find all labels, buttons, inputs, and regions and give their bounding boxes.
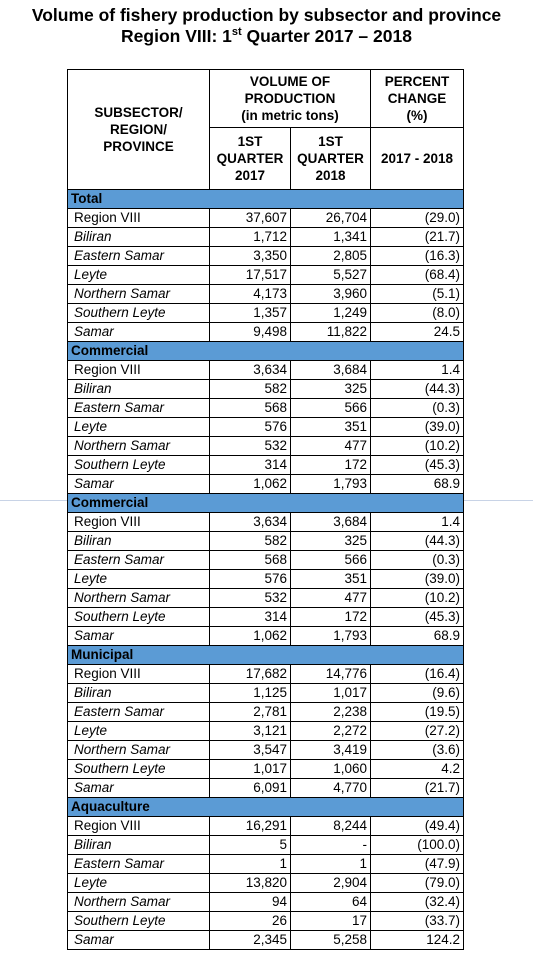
table-row [68,665,464,684]
volume-2018-cell: 3,960 [291,285,371,304]
section-header: Aquaculture [68,798,464,817]
section-header-row [68,342,464,361]
volume-2017-cell: 2,345 [210,931,291,950]
percent-change-cell: (29.0) [371,209,464,228]
percent-change-cell: (16.3) [371,247,464,266]
volume-2018-cell: 2,904 [291,874,371,893]
row-name-cell: Northern Samar [68,437,210,456]
table-row [68,627,464,646]
percent-change-cell: (45.3) [371,608,464,627]
table-row [68,437,464,456]
table-row [68,855,464,874]
section-header: Municipal [68,646,464,665]
volume-2017-cell: 582 [210,380,291,399]
volume-2017-cell: 1,357 [210,304,291,323]
table-row [68,323,464,342]
volume-2018-cell: 477 [291,437,371,456]
volume-2018-cell: 5,527 [291,266,371,285]
volume-2017-cell: 3,121 [210,722,291,741]
section-header: Commercial [68,494,464,513]
table-body [68,190,464,950]
row-name-cell: Southern Leyte [68,608,210,627]
header-name-line-3: PROVINCE [103,139,174,154]
header-percent-line-1: PERCENT [384,74,450,89]
volume-2018-cell: 14,776 [291,665,371,684]
header-2017-line-3: 2017 [234,168,266,183]
volume-2017-cell: 6,091 [210,779,291,798]
percent-change-cell: 68.9 [371,475,464,494]
percent-change-cell: 24.5 [371,323,464,342]
percent-change-cell: (47.9) [371,855,464,874]
volume-2018-cell: 1,060 [291,760,371,779]
table-row [68,703,464,722]
percent-change-cell: (39.0) [371,570,464,589]
row-name-cell: Leyte [68,874,210,893]
fishery-production-table [67,69,464,950]
row-name-cell: Leyte [68,570,210,589]
percent-change-cell: (39.0) [371,418,464,437]
table-row [68,228,464,247]
row-name-cell: Eastern Samar [68,703,210,722]
volume-2018-cell: 3,684 [291,361,371,380]
volume-2017-cell: 13,820 [210,874,291,893]
volume-2017-cell: 26 [210,912,291,931]
row-name-cell: Biliran [68,380,210,399]
percent-change-cell: (44.3) [371,380,464,399]
volume-2018-cell: 1,793 [291,475,371,494]
volume-2017-cell: 532 [210,437,291,456]
table-row [68,513,464,532]
header-2017-2018: 2017 - 2018 [371,128,464,190]
table-row [68,722,464,741]
table-row [68,779,464,798]
volume-2018-cell: 1,341 [291,228,371,247]
table-row [68,475,464,494]
volume-2017-cell: 568 [210,551,291,570]
volume-2017-cell: 1,062 [210,627,291,646]
percent-change-cell: (19.5) [371,703,464,722]
percent-change-cell: (8.0) [371,304,464,323]
header-2018-line-1: 1ST [318,134,343,149]
volume-2018-cell: 1,793 [291,627,371,646]
subtitle-text-end: Quarter 2017 – 2018 [241,26,412,46]
table-row [68,570,464,589]
row-name-cell: Southern Leyte [68,760,210,779]
volume-2017-cell: 314 [210,456,291,475]
percent-change-cell: (21.7) [371,228,464,247]
row-name-cell: Region VIII [68,665,210,684]
table-row [68,551,464,570]
volume-2017-cell: 3,547 [210,741,291,760]
row-name-cell: Northern Samar [68,589,210,608]
percent-change-cell: (9.6) [371,684,464,703]
table-row [68,589,464,608]
row-name-cell: Region VIII [68,209,210,228]
volume-2018-cell: 566 [291,551,371,570]
volume-2018-cell: 1,249 [291,304,371,323]
percent-change-cell: (32.4) [371,893,464,912]
row-name-cell: Biliran [68,836,210,855]
row-name-cell: Southern Leyte [68,912,210,931]
volume-2018-cell: 351 [291,570,371,589]
volume-2017-cell: 2,781 [210,703,291,722]
volume-2017-cell: 576 [210,570,291,589]
volume-2017-cell: 17,517 [210,266,291,285]
percent-change-cell: (79.0) [371,874,464,893]
row-name-cell: Region VIII [68,817,210,836]
volume-2018-cell: 1 [291,855,371,874]
row-name-cell: Northern Samar [68,741,210,760]
volume-2017-cell: 3,634 [210,513,291,532]
row-name-cell: Samar [68,931,210,950]
section-header: Commercial [68,342,464,361]
header-2018-line-3: 2018 [315,168,346,183]
volume-2017-cell: 16,291 [210,817,291,836]
row-name-cell: Northern Samar [68,893,210,912]
percent-change-cell: 1.4 [371,361,464,380]
volume-2018-cell: 5,258 [291,931,371,950]
row-name-cell: Samar [68,323,210,342]
volume-2017-cell: 1,062 [210,475,291,494]
table-row [68,760,464,779]
volume-2018-cell: 26,704 [291,209,371,228]
header-2018-line-2: QUARTER [297,151,364,166]
volume-2018-cell: 566 [291,399,371,418]
header-volume-line-1: VOLUME OF [249,74,331,89]
volume-2018-cell: 4,770 [291,779,371,798]
row-name-cell: Northern Samar [68,285,210,304]
document-subtitle [0,26,533,46]
percent-change-cell: (5.1) [371,285,464,304]
table-row [68,418,464,437]
volume-2018-cell: 3,684 [291,513,371,532]
header-volume-line-3: (in metric tons) [241,108,339,123]
table-row [68,817,464,836]
volume-2018-cell: - [291,836,371,855]
table-row [68,532,464,551]
volume-2018-cell: 172 [291,456,371,475]
header-q1-2018 [291,128,371,190]
percent-change-cell: 1.4 [371,513,464,532]
volume-2017-cell: 568 [210,399,291,418]
row-name-cell: Samar [68,779,210,798]
subtitle-superscript: st [231,26,242,38]
table-row [68,684,464,703]
percent-change-cell: 68.9 [371,627,464,646]
percent-change-cell: (3.6) [371,741,464,760]
volume-2017-cell: 576 [210,418,291,437]
table-row [68,285,464,304]
volume-2018-cell: 325 [291,532,371,551]
table-row [68,399,464,418]
volume-2018-cell: 2,805 [291,247,371,266]
percent-change-cell: (16.4) [371,665,464,684]
row-name-cell: Eastern Samar [68,247,210,266]
row-name-cell: Samar [68,627,210,646]
row-name-cell: Southern Leyte [68,456,210,475]
volume-2018-cell: 2,238 [291,703,371,722]
row-name-cell: Region VIII [68,361,210,380]
percent-change-cell: (33.7) [371,912,464,931]
header-percent-line-2: CHANGE [387,91,447,106]
table-row [68,304,464,323]
header-subsector-region-province [68,70,210,190]
table-row [68,456,464,475]
volume-2018-cell: 3,419 [291,741,371,760]
percent-change-cell: (10.2) [371,437,464,456]
percent-change-cell: (68.4) [371,266,464,285]
volume-2017-cell: 94 [210,893,291,912]
row-name-cell: Eastern Samar [68,855,210,874]
row-name-cell: Biliran [68,684,210,703]
section-header: Total [68,190,464,209]
header-2017-line-1: 1ST [237,134,263,149]
percent-change-cell: (0.3) [371,551,464,570]
percent-change-cell: (49.4) [371,817,464,836]
table-row [68,247,464,266]
volume-2018-cell: 351 [291,418,371,437]
volume-2018-cell: 325 [291,380,371,399]
percent-change-cell: (45.3) [371,456,464,475]
row-name-cell: Biliran [68,532,210,551]
table-row [68,380,464,399]
row-name-cell: Region VIII [68,513,210,532]
percent-change-cell: 4.2 [371,760,464,779]
volume-2018-cell: 11,822 [291,323,371,342]
row-name-cell: Eastern Samar [68,551,210,570]
volume-2017-cell: 4,173 [210,285,291,304]
volume-2017-cell: 3,350 [210,247,291,266]
section-header-row [68,798,464,817]
row-name-cell: Leyte [68,418,210,437]
percent-change-cell: (10.2) [371,589,464,608]
table-row [68,836,464,855]
volume-2018-cell: 2,272 [291,722,371,741]
header-volume-line-2: PRODUCTION [244,91,336,106]
volume-2017-cell: 582 [210,532,291,551]
header-q1-2017 [210,128,291,190]
section-header-row [68,190,464,209]
volume-2017-cell: 532 [210,589,291,608]
row-name-cell: Leyte [68,722,210,741]
volume-2017-cell: 1,125 [210,684,291,703]
percent-change-cell: (0.3) [371,399,464,418]
row-name-cell: Samar [68,475,210,494]
volume-2017-cell: 17,682 [210,665,291,684]
percent-change-cell: (44.3) [371,532,464,551]
header-percent-change [371,70,464,128]
table-row [68,209,464,228]
volume-2018-cell: 8,244 [291,817,371,836]
table-row [68,608,464,627]
volume-2017-cell: 3,634 [210,361,291,380]
section-header-row [68,646,464,665]
volume-2017-cell: 9,498 [210,323,291,342]
table-row [68,912,464,931]
table-row [68,893,464,912]
header-percent-line-3: (%) [406,108,428,123]
header-2017-line-2: QUARTER [216,151,284,166]
volume-2018-cell: 1,017 [291,684,371,703]
percent-change-cell: (100.0) [371,836,464,855]
subtitle-text-start: Region VIII: 1 [121,26,232,46]
document-title: Volume of fishery production by subsector and province [31,5,502,25]
table-row [68,874,464,893]
table-row [68,741,464,760]
row-name-cell: Leyte [68,266,210,285]
row-name-cell: Biliran [68,228,210,247]
section-header-row [68,494,464,513]
table-row [68,361,464,380]
volume-2017-cell: 314 [210,608,291,627]
header-volume-of-production [210,70,371,128]
volume-2018-cell: 64 [291,893,371,912]
percent-change-cell: 124.2 [371,931,464,950]
volume-2018-cell: 477 [291,589,371,608]
volume-2017-cell: 1,017 [210,760,291,779]
volume-2018-cell: 172 [291,608,371,627]
percent-change-cell: (21.7) [371,779,464,798]
volume-2017-cell: 1,712 [210,228,291,247]
row-name-cell: Southern Leyte [68,304,210,323]
percent-change-cell: (27.2) [371,722,464,741]
volume-2018-cell: 17 [291,912,371,931]
row-name-cell: Eastern Samar [68,399,210,418]
header-name-line-1: SUBSECTOR/ [94,105,183,120]
table-row [68,266,464,285]
volume-2017-cell: 5 [210,836,291,855]
table-row [68,931,464,950]
header-name-line-2: REGION/ [109,122,167,137]
volume-2017-cell: 1 [210,855,291,874]
volume-2017-cell: 37,607 [210,209,291,228]
